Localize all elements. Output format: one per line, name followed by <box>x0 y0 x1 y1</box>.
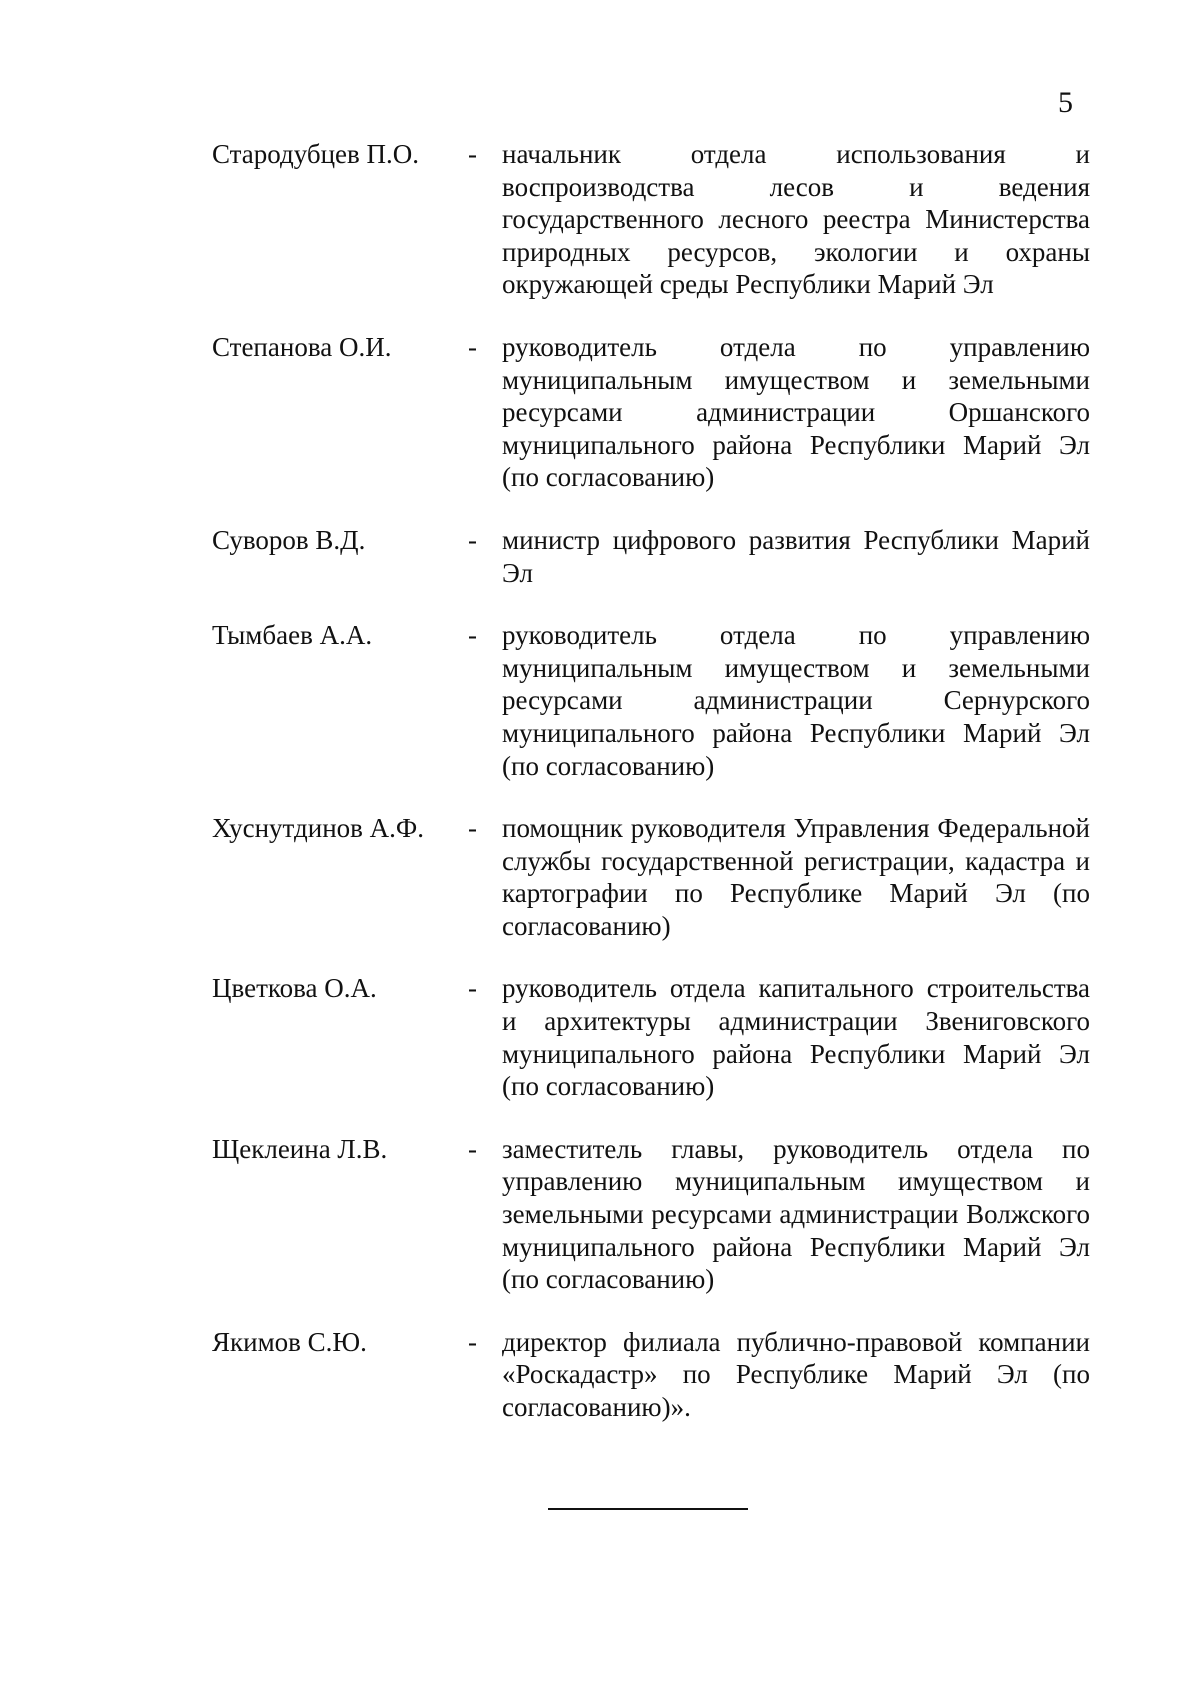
member-name: Цветкова О.А. <box>212 973 377 1004</box>
member-entry <box>0 524 1200 589</box>
member-dash: - <box>468 331 477 362</box>
member-name: Тымбаев А.А. <box>212 620 373 651</box>
member-list <box>0 138 1200 1454</box>
member-role: руководитель отдела капитального строительства и архитектуры администрации Звениговского муниципального района Республики Марий Эл (по согласованию) <box>502 973 1090 1102</box>
member-name: Стародубцев П.О. <box>212 139 420 169</box>
member-entry <box>0 331 1200 494</box>
member-role: помощник руководителя Управления Федеральной службы государственной регистрации, кадастра и картографии по Республике Марий Эл (по согласованию) <box>502 813 1090 941</box>
end-of-document-rule <box>548 1508 748 1510</box>
member-dash: - <box>468 1133 477 1164</box>
member-role: руководитель отдела по управлению муниципальным имуществом и земельными ресурсами администрации Сернурского муниципального района Республики Марий Эл (по согласованию) <box>502 620 1090 781</box>
member-dash: - <box>468 1326 477 1357</box>
member-name: Хуснутдинов А.Ф. <box>212 813 424 844</box>
page-number: 5 <box>1058 86 1073 119</box>
member-entry <box>0 972 1200 1102</box>
member-name: Щеклеина Л.В. <box>212 1133 388 1164</box>
member-dash: - <box>468 524 477 555</box>
member-entry <box>0 1326 1200 1424</box>
member-dash: - <box>468 139 477 169</box>
member-role: руководитель отдела по управлению муниципальным имуществом и земельными ресурсами администрации Оршанского муниципального района Республики Марий Эл (по согласованию) <box>502 331 1090 493</box>
member-dash: - <box>468 973 477 1004</box>
member-entry <box>0 619 1200 782</box>
member-name: Якимов С.Ю. <box>212 1326 367 1357</box>
member-name: Степанова О.И. <box>212 331 392 362</box>
member-dash: - <box>468 620 477 651</box>
member-role: министр цифрового развития Республики Марий Эл <box>502 524 1090 588</box>
member-entry <box>0 812 1200 942</box>
member-role: начальник отдела использования и воспроизводства лесов и ведения государственного лесного реестра Министерства природных ресурсов, экологии и охраны окружающей среды Республики Марий Эл <box>502 139 1090 300</box>
member-role: директор филиала публично-правовой компании «Роскадастр» по Республике Марий Эл (по согласованию)». <box>502 1326 1090 1422</box>
member-entry <box>0 138 1200 301</box>
member-role: заместитель главы, руководитель отдела по управлению муниципальным имуществом и земельными ресурсами администрации Волжского муниципального района Республики Марий Эл (по согласованию) <box>502 1133 1090 1295</box>
member-entry <box>0 1133 1200 1296</box>
member-dash: - <box>468 813 477 844</box>
member-name: Суворов В.Д. <box>212 524 366 555</box>
